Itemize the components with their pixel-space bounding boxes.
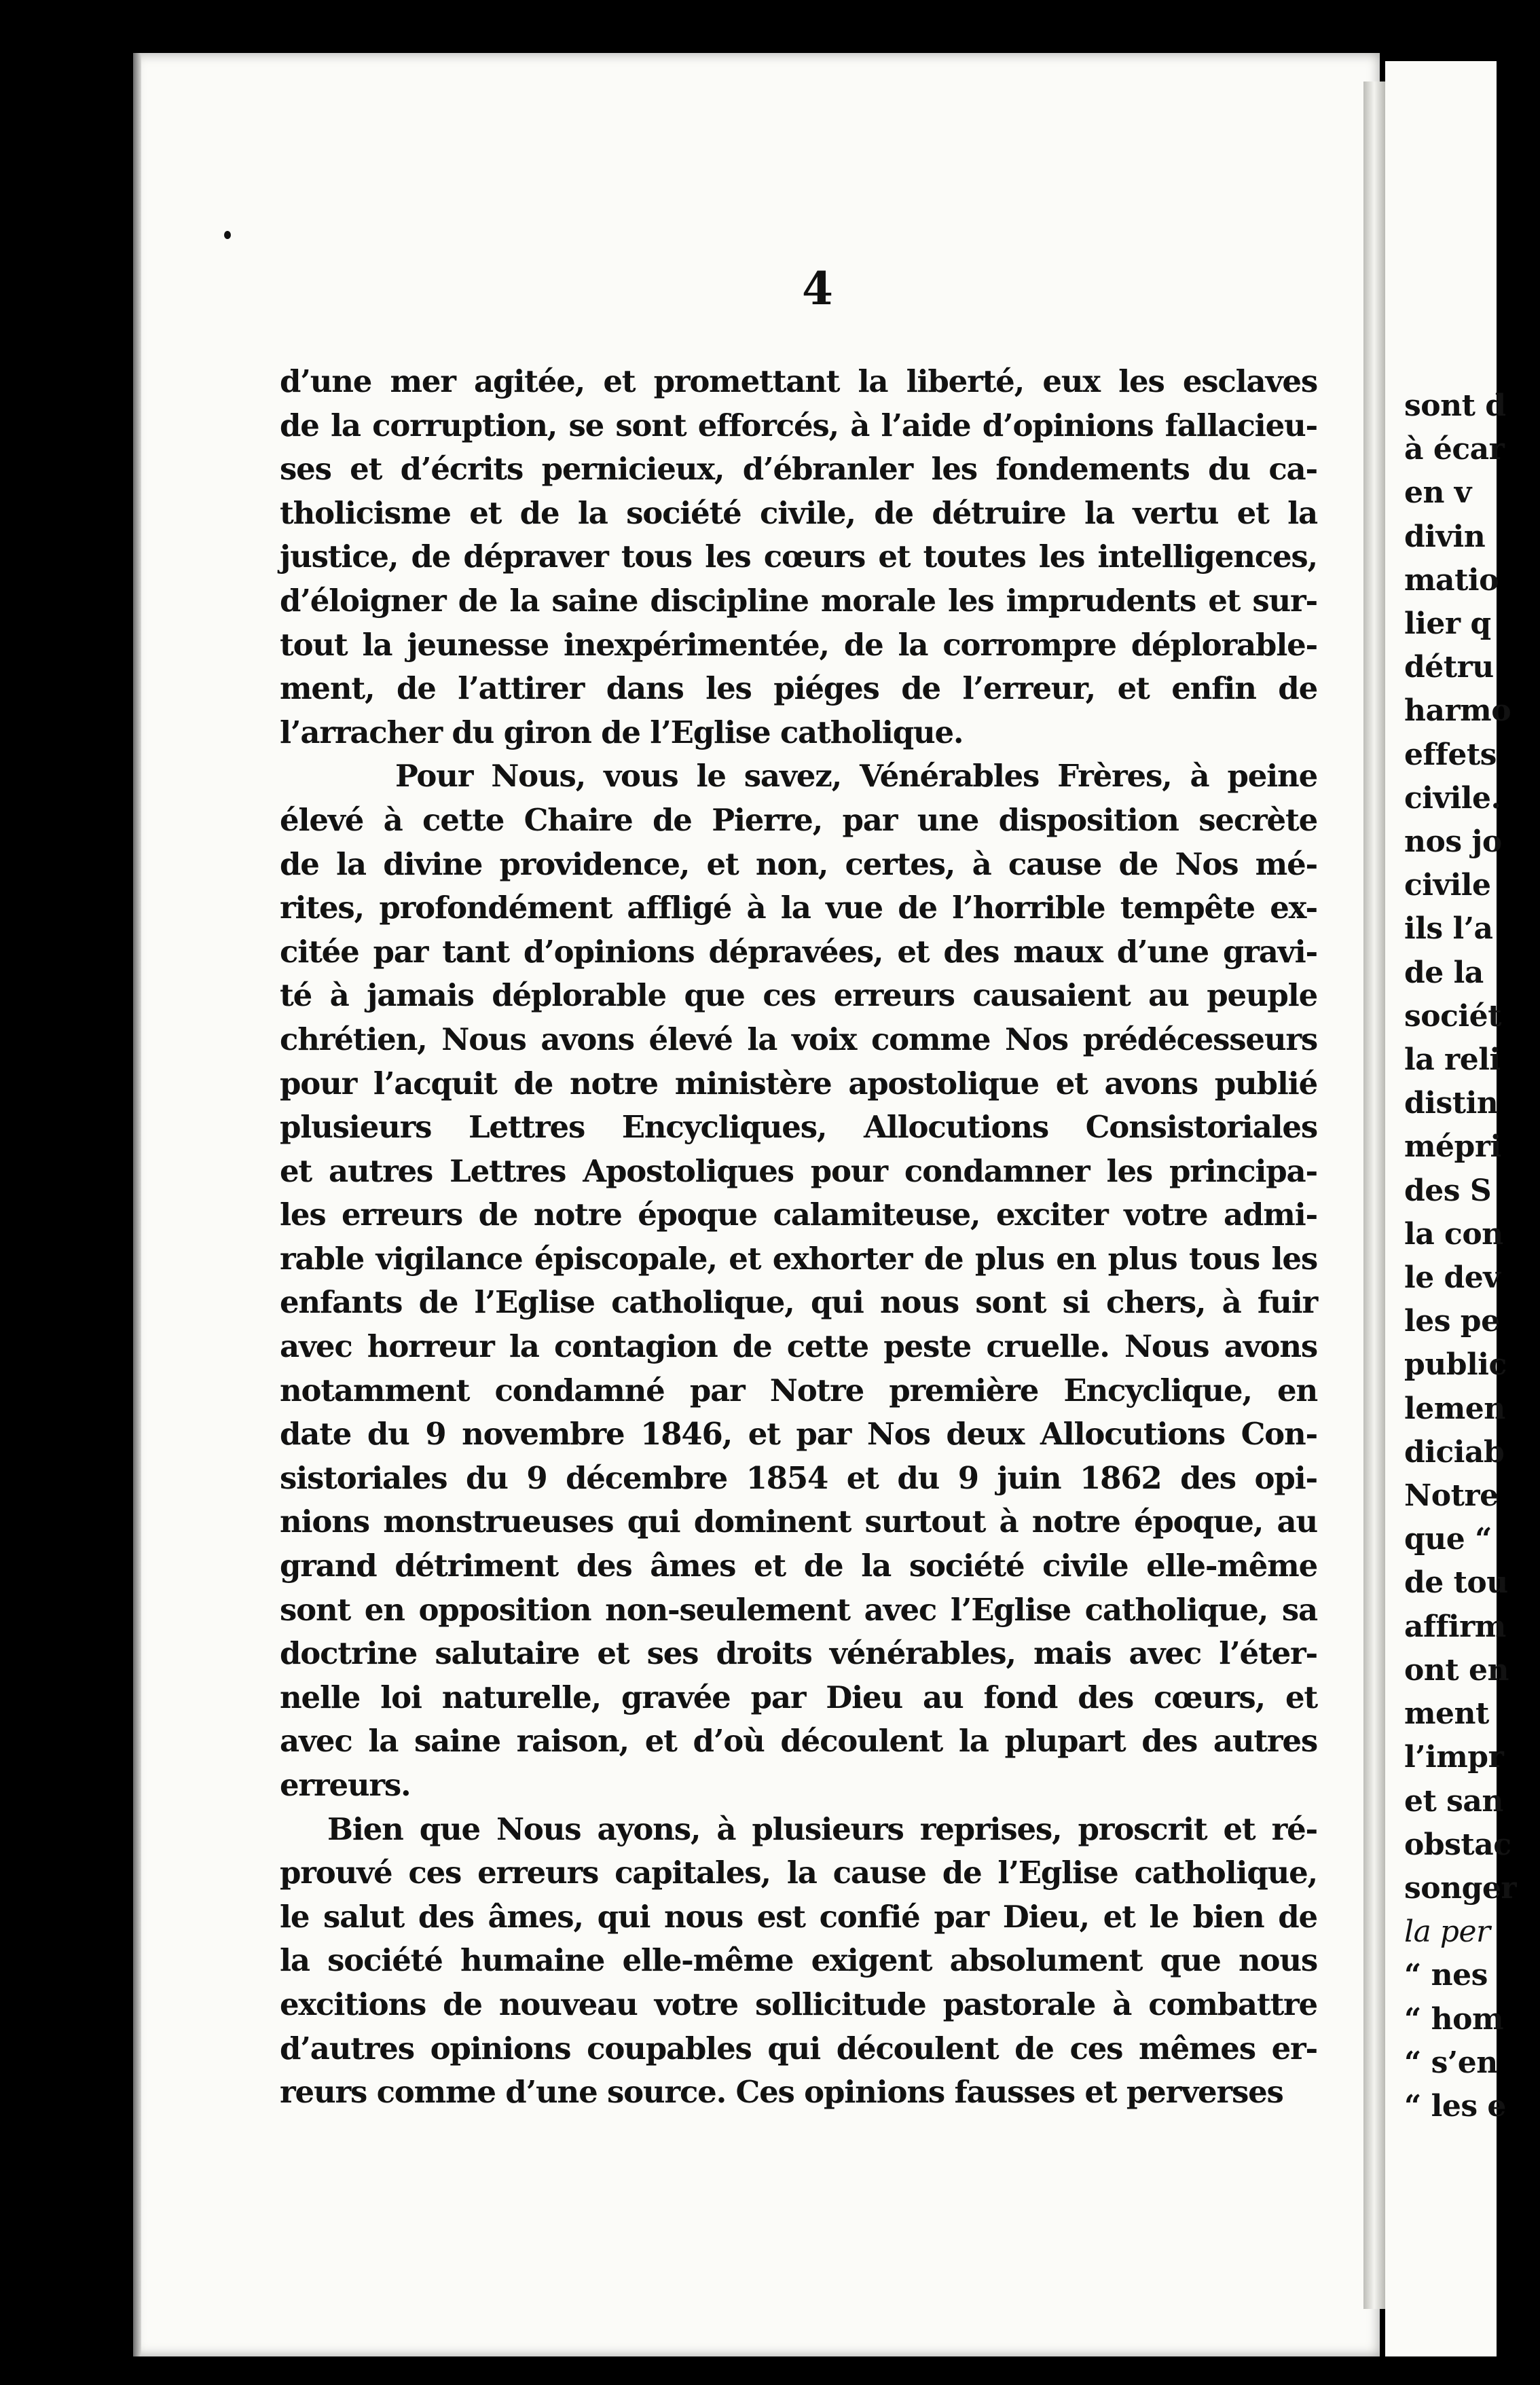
- fragment-line: à écar: [1404, 432, 1505, 467]
- text-line: sont en opposition non-seulement avec l’Eglise catholique, sa: [280, 1591, 1317, 1628]
- fragment-line: civile: [1404, 868, 1491, 903]
- fragment-line: la con: [1404, 1216, 1503, 1252]
- fragment-line: la per: [1404, 1914, 1490, 1950]
- fragment-line: obstac: [1404, 1827, 1511, 1862]
- fragment-line: effets: [1404, 737, 1497, 772]
- fragment-line: lemen: [1404, 1391, 1505, 1426]
- fragment-line: sont d: [1404, 388, 1506, 423]
- fragment-line: ils l’a: [1404, 911, 1493, 947]
- text-line: excitions de nouveau votre sollicitude pastorale à combattre: [280, 1986, 1317, 2022]
- fragment-line: songer: [1404, 1870, 1517, 1906]
- text-line: la société humaine elle-même exigent absolument que nous: [280, 1942, 1317, 1979]
- text-line: avec la saine raison, et d’où découlent la plupart des autres: [280, 1723, 1317, 1760]
- fragment-line: la reli: [1404, 1042, 1501, 1078]
- text-line: rable vigilance épiscopale, et exhorter de plus en plus tous les: [280, 1240, 1317, 1277]
- text-line: grand détriment des âmes et de la société civile elle-même: [280, 1548, 1317, 1584]
- text-line: notamment condamné par Notre première Encyclique, en: [280, 1372, 1317, 1408]
- text-line: Pour Nous, vous le savez, Vénérables Frères, à peine: [395, 758, 1317, 795]
- text-line: plusieurs Lettres Encycliques, Allocutions Consistoriales: [280, 1109, 1317, 1146]
- text-line: tholicisme et de la société civile, de détruire la vertu et la: [280, 494, 1317, 531]
- text-line: et autres Lettres Apostoliques pour condamner les principa-: [280, 1152, 1317, 1189]
- fragment-line: le dev: [1404, 1260, 1501, 1296]
- fragment-line: de tou: [1404, 1565, 1508, 1601]
- text-line: l’arracher du giron de l’Eglise catholique.: [280, 714, 964, 750]
- fragment-line: Notre: [1404, 1478, 1499, 1514]
- fragment-line: de la: [1404, 955, 1484, 990]
- text-line: avec horreur la contagion de cette peste cruelle. Nous avons: [280, 1328, 1317, 1365]
- text-line: d’autres opinions coupables qui découlent de ces mêmes er-: [280, 2030, 1317, 2067]
- text-line: erreurs.: [280, 1767, 411, 1803]
- fragment-line: ont en: [1404, 1652, 1509, 1688]
- text-line: ses et d’écrits pernicieux, d’ébranler les fondements du ca-: [280, 451, 1317, 488]
- fragment-line: nos jo: [1404, 824, 1502, 860]
- text-line: de la divine providence, et non, certes, à cause de Nos mé-: [280, 845, 1317, 882]
- fragment-line: les pe: [1404, 1304, 1500, 1339]
- fragment-line: sociét: [1404, 998, 1501, 1034]
- fragment-line: divin: [1404, 519, 1486, 554]
- fragment-line: “ s’en: [1404, 2045, 1498, 2080]
- fragment-line: en v: [1404, 475, 1471, 511]
- fragment-line: matio: [1404, 562, 1499, 598]
- text-line: les erreurs de notre époque calamiteuse, exciter votre admi-: [280, 1197, 1317, 1233]
- text-line: tout la jeunesse inexpérimentée, de la corrompre déplorable-: [280, 626, 1317, 663]
- text-line: prouvé ces erreurs capitales, la cause de l’Eglise catholique,: [280, 1855, 1317, 1891]
- text-line: nelle loi naturelle, gravée par Dieu au fond des cœurs, et: [280, 1679, 1317, 1715]
- text-line: citée par tant d’opinions dépravées, et des maux d’une gravi-: [280, 933, 1317, 970]
- text-line: d’une mer agitée, et promettant la liberté, eux les esclaves: [280, 363, 1317, 399]
- text-line: justice, de dépraver tous les cœurs et toutes les intelligences,: [280, 539, 1317, 575]
- fragment-line: des S: [1404, 1173, 1492, 1208]
- fragment-line: détru: [1404, 650, 1494, 685]
- fragment-line: diciab: [1404, 1434, 1505, 1470]
- text-line: le salut des âmes, qui nous est confié par Dieu, et le bien de: [280, 1898, 1317, 1935]
- text-line: pour l’acquit de notre ministère apostolique et avons publié: [280, 1065, 1317, 1102]
- text-line: enfants de l’Eglise catholique, qui nous sont si chers, à fuir: [280, 1284, 1317, 1321]
- fragment-line: et san: [1404, 1783, 1503, 1819]
- fragment-line: que “: [1404, 1522, 1492, 1557]
- text-line: rites, profondément affligé à la vue de l’horrible tempête ex-: [280, 890, 1317, 926]
- fragment-line: harmo: [1404, 693, 1511, 729]
- fragment-line: public: [1404, 1347, 1507, 1383]
- right-page-fragment-text: [1404, 384, 1540, 2128]
- fragment-line: “ nes: [1404, 1958, 1488, 1993]
- text-line: date du 9 novembre 1846, et par Nos deux Allocutions Con-: [280, 1416, 1317, 1453]
- fragment-line: “ hom: [1404, 2001, 1504, 2037]
- text-line: té à jamais déplorable que ces erreurs causaient au peuple: [280, 977, 1317, 1014]
- fragment-line: civile.: [1404, 780, 1501, 816]
- page-number: 4: [802, 262, 833, 315]
- fragment-line: l’impr: [1404, 1740, 1504, 1775]
- text-line: élevé à cette Chaire de Pierre, par une disposition secrète: [280, 801, 1317, 838]
- text-line: d’éloigner de la saine discipline morale les imprudents et sur-: [280, 582, 1317, 619]
- text-line: chrétien, Nous avons élevé la voix comme Nos prédécesseurs: [280, 1021, 1317, 1057]
- text-line: doctrine salutaire et ses droits vénérables, mais avec l’éter-: [280, 1635, 1317, 1672]
- text-line: ment, de l’attirer dans les piéges de l’erreur, et enfin de: [280, 670, 1317, 707]
- text-line: reurs comme d’une source. Ces opinions fausses et perverses: [280, 2074, 1283, 2111]
- text-line: nions monstrueuses qui dominent surtout à notre époque, au: [280, 1504, 1317, 1540]
- text-line: de la corruption, se sont efforcés, à l’aide d’opinions fallacieu-: [280, 407, 1317, 443]
- fragment-line: affirm: [1404, 1609, 1506, 1644]
- ink-speck: [224, 231, 231, 239]
- left-page-body-text: [280, 360, 1317, 2115]
- text-line: Bien que Nous ayons, à plusieurs reprises, proscrit et ré-: [327, 1810, 1317, 1847]
- fragment-line: “ les e: [1404, 2088, 1506, 2124]
- fragment-line: mépri: [1404, 1129, 1501, 1165]
- fragment-line: distin: [1404, 1086, 1499, 1121]
- text-line: sistoriales du 9 décembre 1854 et du 9 juin 1862 des opi-: [280, 1459, 1317, 1496]
- fragment-line: ment: [1404, 1696, 1489, 1732]
- fragment-line: lier q: [1404, 606, 1491, 642]
